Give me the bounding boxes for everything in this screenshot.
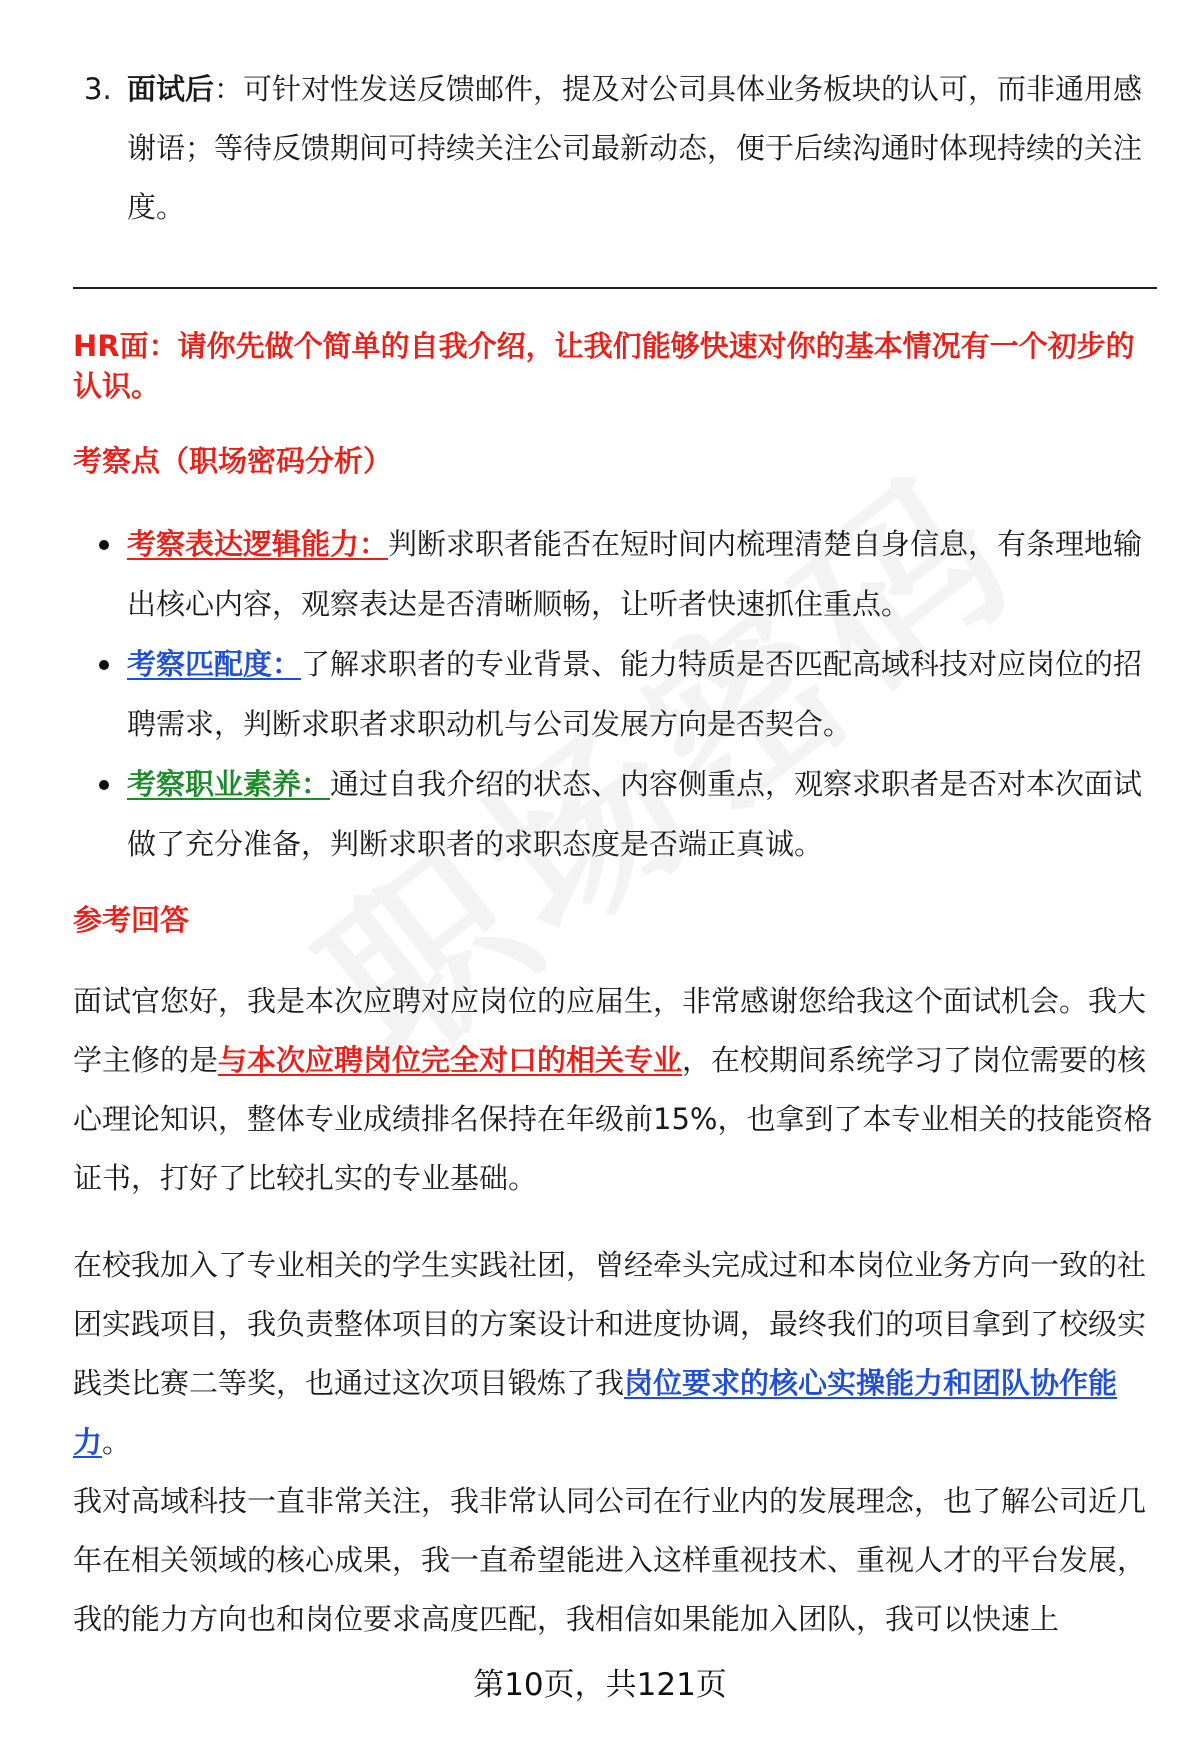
page-footer: 第10页，共121页 bbox=[473, 1667, 727, 1703]
analysis-keyword: 考察职业素养： bbox=[127, 767, 331, 801]
answer-text: 在校我加入了专业相关的学生实践社团，曾经牵头完成过和本岗位业务方向一致的社团实践项目，我负责整体项目的方案设计和进度协调，最终我们的项目拿到了校级实践类比赛二等奖，也通过这次项目锻炼了我 bbox=[73, 1248, 1147, 1400]
analysis-keyword: 考察表达逻辑能力： bbox=[127, 527, 389, 561]
answer-highlight: 岗位要求的核心实操能力和团队协作能力 bbox=[73, 1366, 1118, 1459]
list-number: 3. bbox=[84, 72, 112, 106]
analysis-item bbox=[73, 634, 1157, 754]
section-divider bbox=[73, 287, 1157, 289]
analysis-text: 了解求职者的专业背景、能力特质是否匹配高域科技对应岗位的招聘需求，判断求职者求职动机与公司发展方向是否契合。 bbox=[127, 647, 1143, 741]
bullet-dot bbox=[99, 660, 109, 670]
analysis-heading: 考察点（职场密码分析） bbox=[73, 444, 393, 478]
analysis-list bbox=[73, 514, 1157, 874]
answer-heading: 参考回答 bbox=[73, 903, 190, 937]
analysis-text: 通过自我介绍的状态、内容侧重点，观察求职者是否对本次面试做了充分准备，判断求职者的求职态度是否端正真诚。 bbox=[127, 767, 1143, 861]
list-item-label: 面试后 bbox=[127, 72, 215, 106]
bullet-dot bbox=[99, 780, 109, 790]
analysis-item bbox=[73, 754, 1157, 874]
answer-text: 面试官您好，我是本次应聘对应岗位的应届生，非常感谢您给我这个面试机会。我大学主修的是 bbox=[73, 984, 1147, 1077]
analysis-text: 判断求职者能否在短时间内梳理清楚自身信息，有条理地输出核心内容，观察表达是否清晰顺畅，让听者快速抓住重点。 bbox=[127, 527, 1143, 621]
analysis-keyword: 考察匹配度： bbox=[127, 647, 302, 681]
interview-question: HR面：请你先做个简单的自我介绍，让我们能够快速对你的基本情况有一个初步的认识。 bbox=[73, 329, 1135, 403]
list-item-text: ：可针对性发送反馈邮件，提及对公司具体业务板块的认可，而非通用感谢语；等待反馈期间可持续关注公司最新动态，便于后续沟通时体现持续的关注度。 bbox=[127, 72, 1143, 224]
answer-paragraph-text: 我对高域科技一直非常关注，我非常认同公司在行业内的发展理念，也了解公司近几年在相关领域的核心成果，我一直希望能进入这样重视技术、重视人才的平台发展，我的能力方向也和岗位要求高度匹配，我相信如果能加入团队，我可以快速上 bbox=[73, 1484, 1147, 1636]
answer-text: 。 bbox=[102, 1425, 132, 1459]
list-item-body bbox=[127, 60, 1154, 237]
answer-text: ，在校期间系统学习了岗位需要的核心理论知识，整体专业成绩排名保持在年级前15%，也拿到了本专业相关的技能资格证书，打好了比较扎实的专业基础。 bbox=[73, 1043, 1153, 1195]
answer-paragraph-2 bbox=[73, 1236, 1153, 1472]
answer-highlight: 与本次应聘岗位完全对口的相关专业 bbox=[218, 1043, 683, 1077]
answer-paragraph-text bbox=[73, 1236, 1153, 1472]
bullet-dot bbox=[99, 540, 109, 550]
answer-paragraph-text bbox=[73, 972, 1153, 1208]
answer-paragraph-1 bbox=[73, 972, 1153, 1208]
analysis-item bbox=[73, 514, 1157, 634]
list-item-3 bbox=[84, 60, 1154, 237]
answer-paragraph-3 bbox=[73, 1472, 1153, 1649]
